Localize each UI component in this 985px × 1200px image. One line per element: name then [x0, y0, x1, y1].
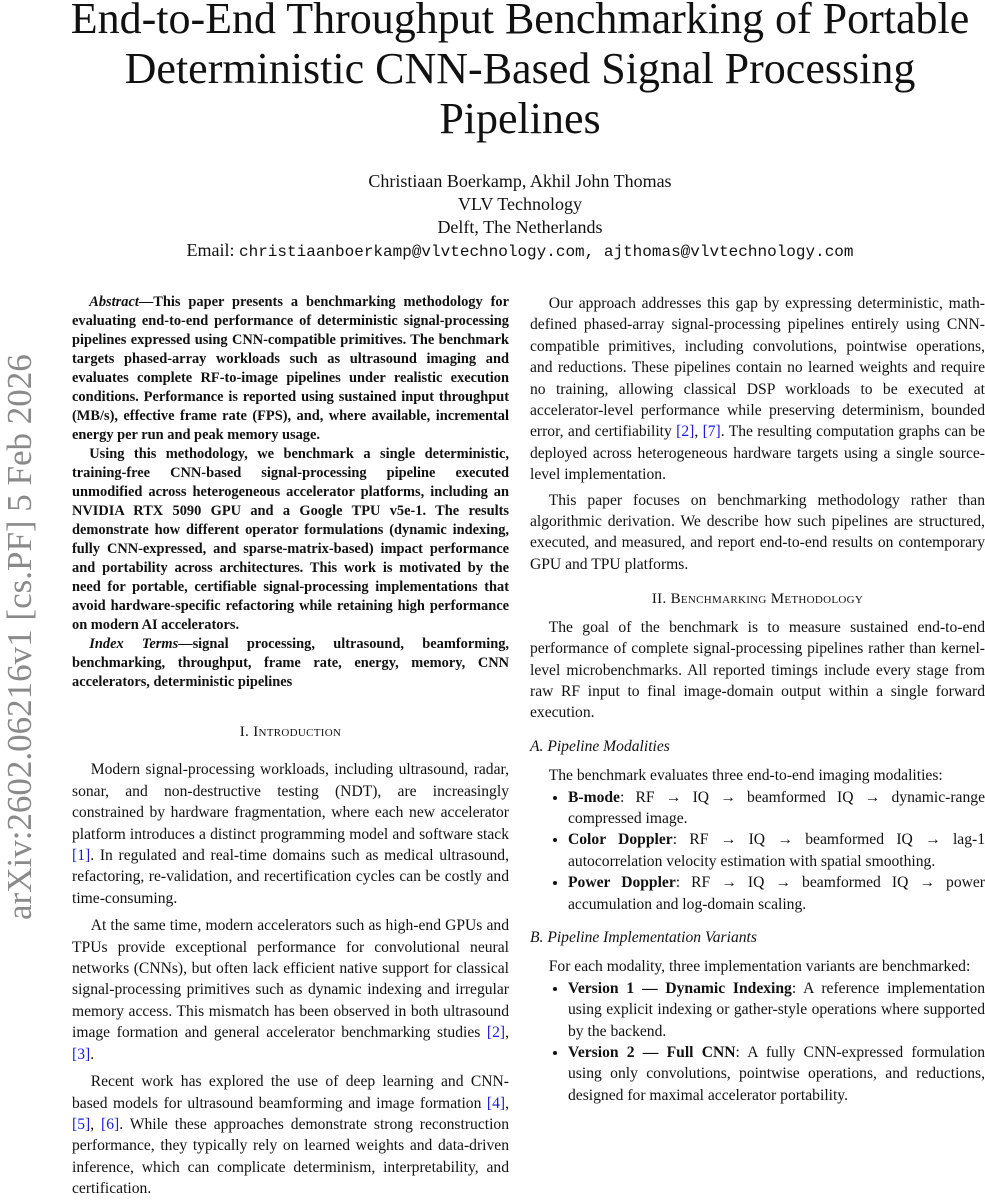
- text-run: ,: [505, 1024, 509, 1042]
- list-item-text: : RF → IQ → beamformed IQ → power accumulation and log-domain scaling.: [568, 874, 985, 913]
- citation-link[interactable]: [5]: [72, 1115, 91, 1133]
- variants-list: [530, 978, 985, 1106]
- text-run: .: [90, 1045, 95, 1063]
- citation-link[interactable]: [7]: [702, 423, 721, 441]
- section-number: I.: [239, 724, 250, 740]
- list-item: [568, 978, 985, 1042]
- citation-link[interactable]: [3]: [72, 1045, 91, 1063]
- abstract: [72, 293, 509, 692]
- index-terms-text: signal processing, ultrasound, beamforming, benchmarking, throughput, frame rate, energy, memory, CNN accelerators, deterministic pipelines: [72, 636, 510, 690]
- intro-paragraph-1: [72, 759, 509, 909]
- author-names: Christiaan Boerkamp, Akhil John Thomas: [368, 171, 672, 191]
- text-run: Modern signal-processing workloads, including ultrasound, radar, sonar, and non-destructive testing (NDT), are increasingly constrained by hardware fragmentation, where each new accelerator platform introduces a distinct programming model and software stack: [72, 761, 509, 843]
- arxiv-identifier: arXiv:2602.06216v1 [cs.PF] 5 Feb 2026: [0, 354, 39, 920]
- abstract-paragraph-1: [72, 293, 509, 445]
- text-run: ,: [694, 423, 703, 441]
- list-item-term: Power Doppler: [568, 874, 676, 892]
- list-item-term: Color Doppler: [568, 831, 673, 849]
- list-item-text: : A reference implementation using explicit indexing or gather-style operations where supported by the backend.: [568, 979, 985, 1040]
- citation-link[interactable]: [4]: [486, 1094, 506, 1112]
- abstract-dash: —: [138, 294, 154, 310]
- index-terms: [72, 635, 509, 692]
- email-label: Email:: [186, 240, 235, 260]
- subsection-heading-modalities: A. Pipeline Modalities: [530, 737, 670, 755]
- author-block: [40, 170, 985, 264]
- text-run: Our approach addresses this gap by expressing deterministic, math-defined phased-array signal-processing pipelines entirely using CNN-compatible primitives, including convolutions, pointwise operations, and reductions. These pipelines contain no learned weights and require no training, allowing classical DSP workloads to be executed at accelerator-level performance while preserving determinism, bounded error, and certifiability: [530, 295, 985, 441]
- text-run: . While these approaches demonstrate strong reconstruction performance, they typically rely on learned weights and data-driven inference, which can complicate determinism, interpretability, and certification.: [72, 1115, 509, 1198]
- text-run: . In regulated and real-time domains such as medical ultrasound, refactoring, re-validation, and recertification cycles can be costly and time-consuming.: [72, 847, 509, 907]
- section-title: Benchmarking Methodology: [670, 591, 864, 608]
- section-number: II.: [651, 591, 667, 608]
- list-item: [568, 872, 985, 915]
- section-heading-methodology: [530, 589, 985, 610]
- subsection-heading-variants: B. Pipeline Implementation Variants: [530, 928, 757, 946]
- list-item: [568, 1042, 985, 1106]
- list-item-text: : RF → IQ → beamformed IQ → dynamic-range compressed image.: [568, 788, 985, 827]
- citation-link[interactable]: [6]: [101, 1115, 120, 1133]
- paper-title: End-to-End Throughput Benchmarking of Portable Deterministic CNN-Based Signal Processing Pipelines: [70, 0, 970, 143]
- email-addresses[interactable]: christiaanboerkamp@vlvtechnology.com, ajthomas@vlvtechnology.com: [239, 243, 854, 261]
- citation-link[interactable]: [1]: [72, 847, 91, 865]
- text-run: At the same time, modern accelerators such as high-end GPUs and TPUs provide exceptional performance for convolutional neural networks (CNNs), but often lack efficient native support for classical signal-processing primitives such as dynamic indexing and irregular memory access. This mismatch has been observed in both ultrasound image formation and general accelerator benchmarking studies: [72, 917, 509, 1042]
- intro-paragraph-3: [72, 1071, 509, 1199]
- index-terms-label: Index Terms: [89, 636, 179, 652]
- text-run: ,: [505, 1094, 509, 1112]
- list-item-text: : RF → IQ → beamformed IQ → lag-1 autocorrelation velocity estimation with spatial smoothing.: [568, 831, 985, 870]
- text-run: Recent work has explored the use of deep learning and CNN-based models for ultrasound beamforming and image formation: [72, 1073, 509, 1112]
- section-heading-introduction: [72, 722, 509, 743]
- author-location: Delft, The Netherlands: [437, 217, 603, 237]
- list-item-text: : A fully CNN-expressed formulation using only convolutions, pointwise operations, and reductions, designed for maximal accelerator portability.: [568, 1044, 985, 1104]
- modalities-intro: The benchmark evaluates three end-to-end imaging modalities:: [548, 767, 943, 785]
- list-item-term: B-mode: [568, 788, 620, 806]
- variants-intro: For each modality, three implementation variants are benchmarked:: [548, 958, 971, 976]
- text-run: ,: [90, 1115, 102, 1133]
- author-email-line: [40, 239, 985, 264]
- author-affiliation: VLV Technology: [458, 194, 582, 214]
- approach-paragraph: [530, 293, 985, 486]
- index-terms-dash: —: [178, 636, 193, 652]
- abstract-text-1: This paper presents a benchmarking methodology for evaluating end-to-end performance of deterministic signal-processing pipelines expressed using CNN-compatible primitives. The benchmark targets phased-array workloads such as ultrasound imaging and evaluates complete RF-to-image pipelines under realistic execution conditions. Performance is reported using sustained input throughput (MB/s), effective frame rate (FPS), and, where available, incremental energy per run and peak memory usage.: [72, 294, 509, 443]
- abstract-paragraph-2: Using this methodology, we benchmark a single deterministic, training-free CNN-based signal-processing pipeline executed unmodified across heterogeneous accelerator platforms, including an NVIDIA RTX 5090 GPU and a Google TPU v5e-1. The results demonstrate how different operator formulations (dynamic indexing, fully CNN-expressed, and sparse-matrix-based) impact performance and portability across architectures. This work is motivated by the need for portable, certifiable signal-processing implementations that avoid hardware-specific refactoring while retaining high performance on modern AI accelerators.: [72, 446, 509, 633]
- abstract-label: Abstract: [89, 294, 139, 310]
- modalities-list: [530, 787, 985, 915]
- citation-link[interactable]: [2]: [676, 423, 695, 441]
- text-run: . The resulting computation graphs can be deployed across heterogeneous hardware targets using a single source-level implementation.: [530, 423, 985, 484]
- right-column: [530, 293, 985, 1106]
- intro-paragraph-2: [72, 915, 509, 1065]
- methodology-paragraph: The goal of the benchmark is to measure sustained end-to-end performance of complete signal-processing pipelines rather than kernel-level microbenchmarks. All reported timings include every stage from raw RF input to final image-domain output within a single forward execution.: [530, 618, 985, 722]
- citation-link[interactable]: [2]: [486, 1024, 506, 1042]
- list-item-term: Version 1 — Dynamic Indexing: [568, 979, 792, 997]
- left-column: [72, 293, 509, 1200]
- list-item: [568, 829, 985, 872]
- section-title: Introduction: [253, 724, 342, 740]
- focus-paragraph: This paper focuses on benchmarking methodology rather than algorithmic derivation. We describe how such pipelines are structured, executed, and measured, and report end-to-end results on contemporary GPU and TPU platforms.: [530, 491, 985, 573]
- list-item: [568, 787, 985, 830]
- list-item-term: Version 2 — Full CNN: [568, 1044, 736, 1061]
